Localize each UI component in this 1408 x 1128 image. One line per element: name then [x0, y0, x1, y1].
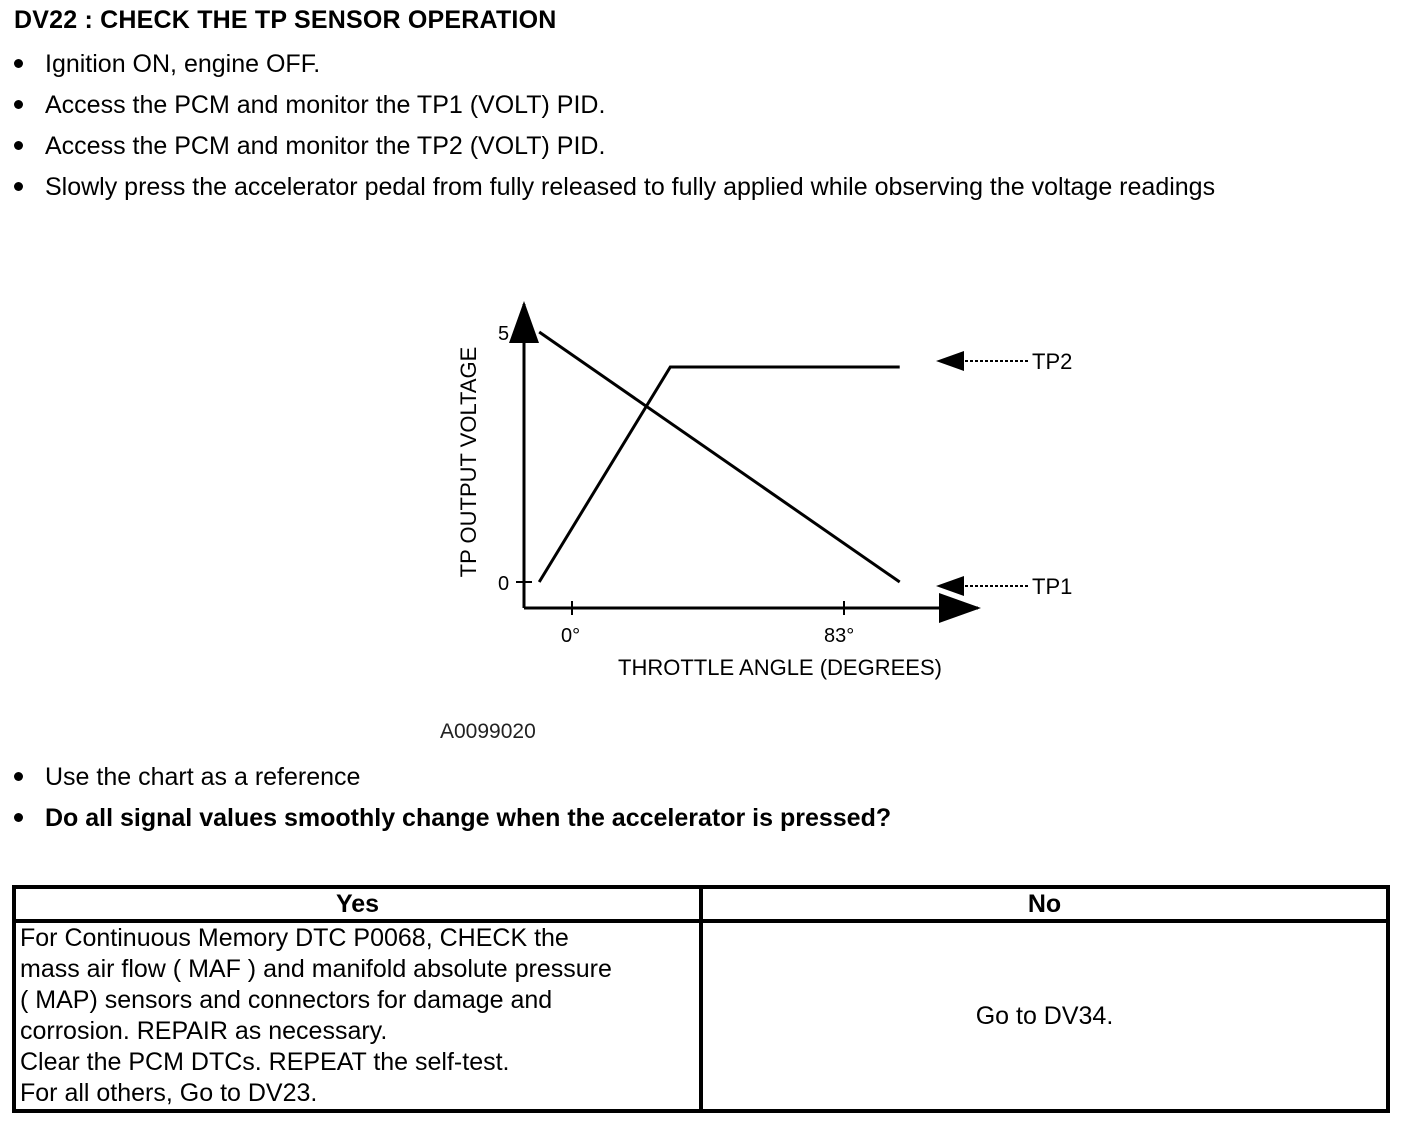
legend-label-tp2: TP2 — [1032, 349, 1073, 374]
yes-text-line: For all others, Go to DV23. — [20, 1079, 318, 1107]
tp-voltage-chart — [440, 290, 1090, 690]
legend-label-tp1: TP1 — [1032, 574, 1073, 599]
yes-text-line: For Continuous Memory DTC P0068, CHECK the — [20, 924, 569, 952]
y-axis-label: TP OUTPUT VOLTAGE — [456, 346, 481, 578]
column-header-no: No — [701, 887, 1388, 921]
table-header-row — [14, 887, 1388, 921]
bullet-icon — [14, 813, 23, 822]
y-tick-label: 5 — [498, 323, 510, 345]
bullet-icon — [14, 182, 23, 191]
bullet-icon — [14, 59, 23, 68]
yes-cell — [14, 921, 701, 1111]
bullet-icon — [14, 100, 23, 109]
list-item: Slowly press the accelerator pedal from fully released to fully applied while observing the voltage readings — [14, 173, 1215, 202]
table-row — [14, 921, 1388, 1111]
page-title: DV22 : CHECK THE TP SENSOR OPERATION — [14, 6, 557, 34]
yes-text-line: corrosion. REPAIR as necessary. — [20, 1017, 388, 1045]
yes-text-line: mass air flow ( MAF ) and manifold absolute pressure — [20, 955, 612, 983]
figure-id: A0099020 — [440, 720, 536, 743]
series-line-tp1 — [539, 332, 900, 582]
no-cell: Go to DV34. — [701, 921, 1388, 1111]
series-line-tp2 — [539, 367, 900, 582]
list-item: Access the PCM and monitor the TP2 (VOLT) PID. — [14, 132, 605, 161]
bullet-icon — [14, 772, 23, 781]
list-item: Use the chart as a reference — [14, 763, 360, 792]
x-tick-label: 83° — [824, 625, 855, 647]
y-tick-label: 0 — [498, 573, 510, 595]
bullet-icon — [14, 141, 23, 150]
x-tick-label: 0° — [561, 625, 581, 647]
question-item: Do all signal values smoothly change when the accelerator is pressed? — [14, 804, 891, 833]
column-header-yes: Yes — [14, 887, 701, 921]
x-axis-label: THROTTLE ANGLE (DEGREES) — [618, 655, 942, 680]
yes-text-line: Clear the PCM DTCs. REPEAT the self-test. — [20, 1048, 510, 1076]
result-table — [12, 885, 1390, 1113]
yes-text-line: ( MAP) sensors and connectors for damage and — [20, 986, 553, 1014]
list-item: Ignition ON, engine OFF. — [14, 50, 320, 79]
list-item: Access the PCM and monitor the TP1 (VOLT) PID. — [14, 91, 605, 120]
